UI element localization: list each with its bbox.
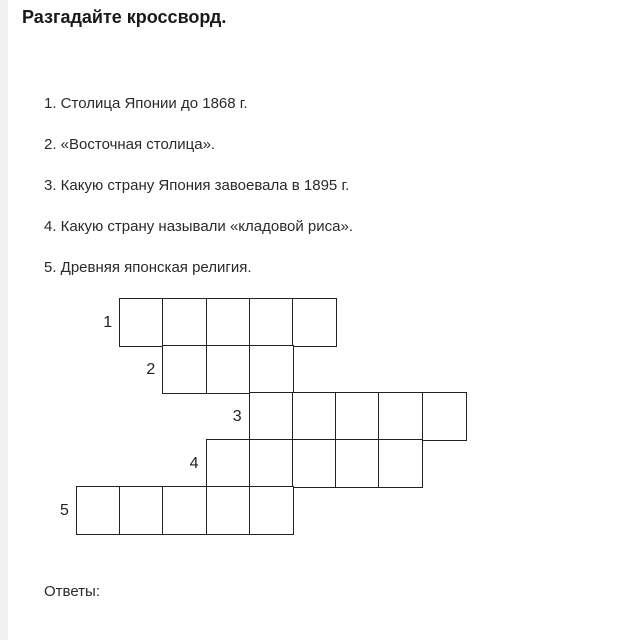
clue-item-4: 4. Какую страну называли «кладовой риса». [44,218,353,235]
row-label-3: 3 [232,408,242,425]
clue-item-1: 1. Столица Японии до 1868 г. [44,95,248,112]
clue-item-2: 2. «Восточная столица». [44,136,216,153]
page-title: Разгадайте кроссворд. [22,7,227,27]
row-label-5: 5 [60,502,69,519]
crossword-cell-row2-3[interactable] [249,345,294,394]
crossword-cell-row3-4[interactable] [378,392,423,441]
crossword-cell-row4-3[interactable] [292,439,337,488]
crossword-cell-row1-1[interactable] [119,298,164,347]
clue-item-3: 3. Какую страну Япония завоевала в 1895 г. [44,177,350,194]
crossword-cell-row1-2[interactable] [162,298,207,347]
crossword-cell-row1-4[interactable] [249,298,294,347]
crossword-cell-row4-5[interactable] [378,439,423,488]
row-label-1: 1 [103,314,113,331]
crossword-cell-row5-3[interactable] [162,486,207,535]
crossword-cell-row3-5[interactable] [422,392,467,441]
crossword-cell-row5-4[interactable] [206,486,251,535]
clue-item-5: 5. Древняя японская религия. [44,259,252,276]
crossword-cell-row3-2[interactable] [292,392,337,441]
crossword-cell-row1-5[interactable] [292,298,337,347]
crossword-cell-row2-1[interactable] [162,345,207,394]
crossword-cell-row1-3[interactable] [206,298,251,347]
answers-label: Ответы: [44,583,101,600]
crossword-cell-row4-1[interactable] [206,439,251,488]
crossword-cell-row2-2[interactable] [206,345,251,394]
row-label-2: 2 [146,361,156,378]
crossword-cell-row5-2[interactable] [119,486,164,535]
crossword-cell-row3-1[interactable] [249,392,294,441]
crossword-cell-row4-4[interactable] [335,439,380,488]
row-label-4: 4 [189,455,199,472]
crossword-cell-row3-3[interactable] [335,392,380,441]
crossword-cell-row5-1[interactable] [76,486,121,535]
crossword-cell-row5-5[interactable] [249,486,294,535]
crossword-cell-row4-2[interactable] [249,439,294,488]
